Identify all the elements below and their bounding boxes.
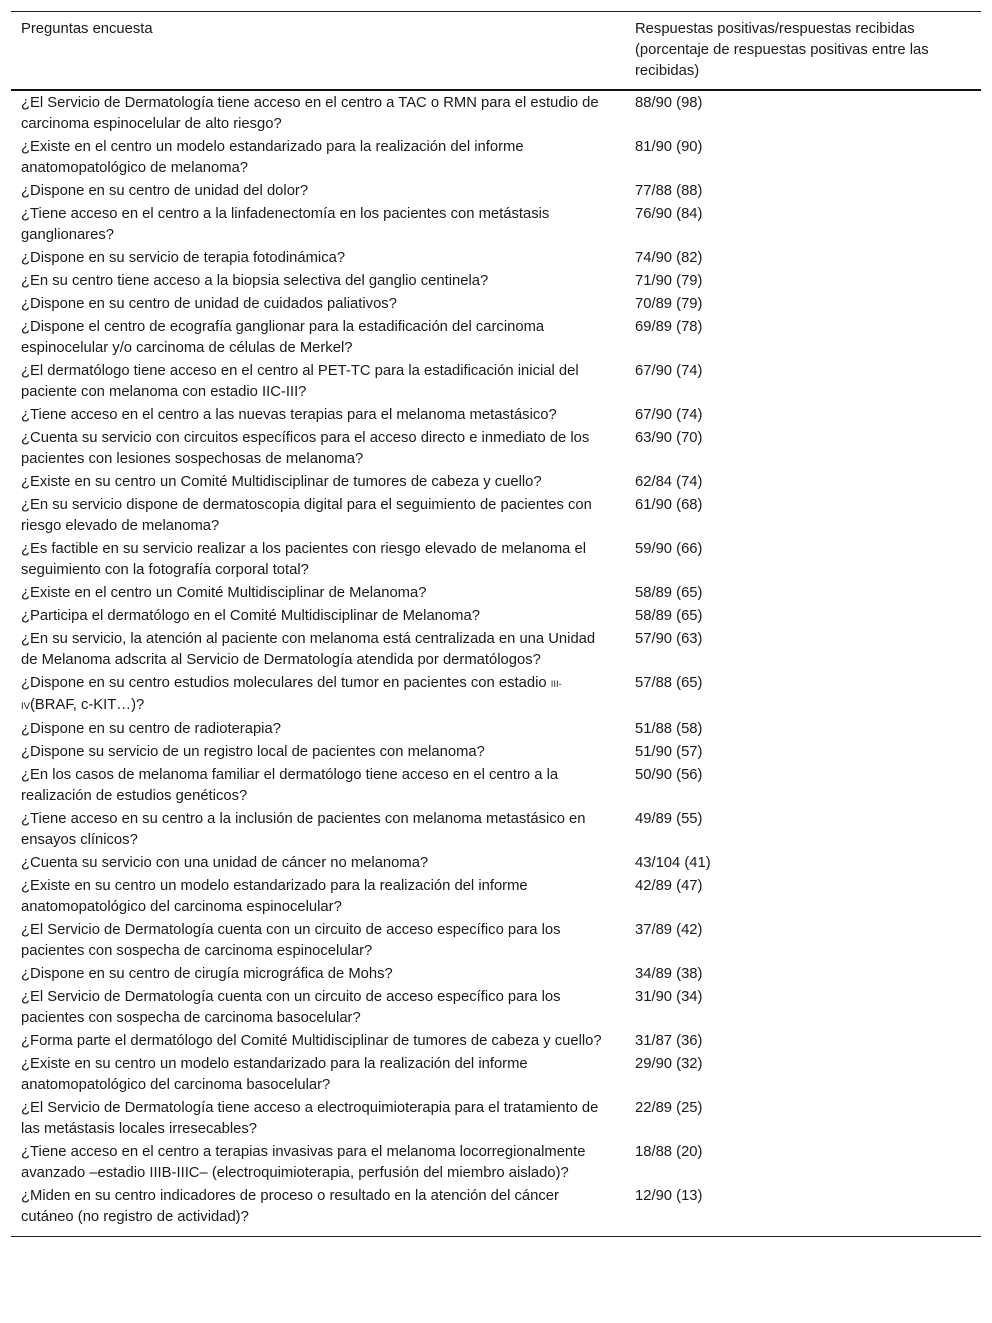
answer-cell: 63/90 (70) [635,430,703,446]
question-cell [11,741,625,764]
question-text: ¿Existe en su centro un Comité Multidisciplinar de tumores de cabeza y cuello? [21,474,542,490]
table-row [11,764,981,808]
table-row [11,404,981,427]
question-cell [11,538,625,582]
table-row [11,270,981,293]
survey-table-container [11,11,981,1237]
question-text: ¿Dispone en su centro de cirugía micrográfica de Mohs? [21,966,393,982]
question-text: ¿Miden en su centro indicadores de proceso o resultado en la atención del cáncer cutáneo (no registro de actividad)? [21,1188,559,1225]
table-row [11,427,981,471]
question-cell [11,1030,625,1053]
question-cell [11,1185,625,1237]
table-row [11,360,981,404]
question-cell [11,718,625,741]
question-cell [11,404,625,427]
answer-cell: 51/88 (58) [635,721,703,737]
table-row [11,1141,981,1185]
answer-cell: 51/90 (57) [635,744,703,760]
table-row [11,1030,981,1053]
answer-cell: 62/84 (74) [635,474,703,490]
answer-cell: 58/89 (65) [635,585,703,601]
question-text: ¿En su servicio, la atención al paciente con melanoma está centralizada en una Unidad de Melanoma adscrita al Servicio de Dermatología atendida por dermatólogos? [21,631,596,668]
answer-cell: 67/90 (74) [635,363,703,379]
answer-cell: 74/90 (82) [635,250,703,266]
answer-cell: 69/89 (78) [635,319,703,335]
table-row [11,316,981,360]
answer-cell: 81/90 (90) [635,139,703,155]
question-text: ¿Tiene acceso en el centro a las nuevas terapias para el melanoma metastásico? [21,407,557,423]
question-cell [11,628,625,672]
question-text: ¿Cuenta su servicio con una unidad de cáncer no melanoma? [21,855,429,871]
question-cell [11,582,625,605]
table-row [11,203,981,247]
table-row [11,808,981,852]
question-cell [11,180,625,203]
question-cell [11,203,625,247]
question-cell [11,764,625,808]
question-text: ¿Dispone en su centro de radioterapia? [21,721,281,737]
table-row [11,1053,981,1097]
question-cell [11,1141,625,1185]
table-row [11,986,981,1030]
answer-cell: 67/90 (74) [635,407,703,423]
answer-cell: 71/90 (79) [635,273,703,289]
header-questions: Preguntas encuesta [21,21,153,37]
table-header [11,12,981,91]
question-cell [11,852,625,875]
question-cell [11,471,625,494]
question-cell [11,672,625,718]
table-row [11,180,981,203]
answer-cell: 57/90 (63) [635,631,703,647]
answer-cell: 18/88 (20) [635,1144,703,1160]
table-body [11,90,981,1237]
question-cell [11,316,625,360]
answer-cell: 77/88 (88) [635,183,703,199]
question-text: ¿El dermatólogo tiene acceso en el centro al PET-TC para la estadificación inicial del paciente con melanoma con estadio IIC-III? [21,363,579,400]
answer-cell: 49/89 (55) [635,811,703,827]
question-text: ¿En su servicio dispone de dermatoscopia digital para el seguimiento de pacientes con riesgo elevado de melanoma? [21,497,592,534]
table-row [11,919,981,963]
table-row [11,605,981,628]
question-text: ¿Dispone en su centro estudios moleculares del tumor en pacientes con estadio [21,675,551,691]
table-row [11,494,981,538]
header-row [11,12,981,91]
question-cell [11,919,625,963]
table-row [11,471,981,494]
table-row [11,582,981,605]
question-text: ¿Dispone en su centro de unidad del dolor? [21,183,309,199]
table-row [11,718,981,741]
header-responses: Respuestas positivas/respuestas recibidas (porcentaje de respuestas positivas entre las recibidas) [635,21,929,79]
table-row [11,963,981,986]
answer-cell: 58/89 (65) [635,608,703,624]
question-cell [11,360,625,404]
answer-cell: 31/90 (34) [635,989,703,1005]
table-row [11,741,981,764]
answer-cell: 34/89 (38) [635,966,703,982]
question-cell [11,247,625,270]
table-row [11,247,981,270]
answer-cell: 42/89 (47) [635,878,703,894]
table-row [11,136,981,180]
answer-cell: 37/89 (42) [635,922,703,938]
question-text: ¿En los casos de melanoma familiar el dermatólogo tiene acceso en el centro a la realización de estudios genéticos? [21,767,559,804]
answer-cell: 43/104 (41) [635,855,711,871]
question-cell [11,605,625,628]
question-cell [11,90,625,136]
question-text: ¿Dispone el centro de ecografía ganglionar para la estadificación del carcinoma espinocelular y/o carcinoma de células de Merkel? [21,319,545,356]
question-cell [11,808,625,852]
table-row [11,538,981,582]
answer-cell: 57/88 (65) [635,675,703,691]
answer-cell: 61/90 (68) [635,497,703,513]
question-cell [11,986,625,1030]
question-text: ¿Existe en su centro un modelo estandarizado para la realización del informe anatomopatológico del carcinoma espinocelular? [21,878,528,915]
question-text: ¿Cuenta su servicio con circuitos específicos para el acceso directo e inmediato de los pacientes con lesiones sospechosas de melanoma? [21,430,590,467]
question-text: ¿Dispone en su servicio de terapia fotodinámica? [21,250,346,266]
table-row [11,293,981,316]
question-text-end: (BRAF, c-KIT…)? [29,697,145,713]
table-row [11,90,981,136]
question-text: ¿En su centro tiene acceso a la biopsia selectiva del ganglio centinela? [21,273,489,289]
answer-cell: 22/89 (25) [635,1100,703,1116]
table-row [11,672,981,718]
table-row [11,852,981,875]
question-cell [11,494,625,538]
question-text: ¿El Servicio de Dermatología tiene acceso en el centro a TAC o RMN para el estudio de carcinoma espinocelular de alto riesgo? [21,95,599,132]
question-cell [11,875,625,919]
answer-cell: 59/90 (66) [635,541,703,557]
answer-cell: 88/90 (98) [635,95,703,111]
question-text: ¿Tiene acceso en su centro a la inclusión de pacientes con melanoma metastásico en ensayos clínicos? [21,811,586,848]
survey-results-table [11,11,981,1237]
table-row [11,628,981,672]
table-row [11,875,981,919]
answer-cell: 76/90 (84) [635,206,703,222]
answer-cell: 70/89 (79) [635,296,703,312]
answer-cell: 12/90 (13) [635,1188,703,1204]
question-text: ¿El Servicio de Dermatología tiene acceso a electroquimioterapia para el tratamiento de las metástasis locales irresecables? [21,1100,599,1137]
question-text: ¿Participa el dermatólogo en el Comité Multidisciplinar de Melanoma? [21,608,480,624]
table-row [11,1097,981,1141]
question-text: ¿Es factible en su servicio realizar a los pacientes con riesgo elevado de melanoma el seguimiento con la fotografía corporal total? [21,541,587,578]
answer-cell: 29/90 (32) [635,1056,703,1072]
answer-cell: 31/87 (36) [635,1033,703,1049]
question-cell [11,1053,625,1097]
question-text: ¿El Servicio de Dermatología cuenta con un circuito de acceso específico para los pacientes con sospecha de carcinoma espinocelular? [21,922,561,959]
question-text: ¿Existe en su centro un modelo estandarizado para la realización del informe anatomopatológico del carcinoma basocelular? [21,1056,528,1093]
question-text: ¿El Servicio de Dermatología cuenta con un circuito de acceso específico para los pacientes con sospecha de carcinoma basocelular? [21,989,561,1026]
question-cell [11,427,625,471]
question-cell [11,136,625,180]
question-text: ¿Existe en el centro un Comité Multidisciplinar de Melanoma? [21,585,427,601]
question-cell [11,963,625,986]
question-text: ¿Existe en el centro un modelo estandarizado para la realización del informe anatomopatológico de melanoma? [21,139,524,176]
answer-cell: 50/90 (56) [635,767,703,783]
question-text: ¿Tiene acceso en el centro a terapias invasivas para el melanoma locorregionalmente avanzado –estadio IIIB-IIIC– (electroquimioterapia, perfusión del miembro aislado)? [21,1144,586,1181]
question-cell [11,270,625,293]
question-text: ¿Forma parte el dermatólogo del Comité Multidisciplinar de tumores de cabeza y cuello? [21,1033,602,1049]
question-text: ¿Tiene acceso en el centro a la linfadenectomía en los pacientes con metástasis ganglionares? [21,206,550,243]
question-text: ¿Dispone su servicio de un registro local de pacientes con melanoma? [21,744,485,760]
question-cell [11,293,625,316]
question-text: ¿Dispone en su centro de unidad de cuidados paliativos? [21,296,397,312]
table-row [11,1185,981,1237]
question-cell [11,1097,625,1141]
stage-small-caps-text: III-IV [21,679,562,712]
